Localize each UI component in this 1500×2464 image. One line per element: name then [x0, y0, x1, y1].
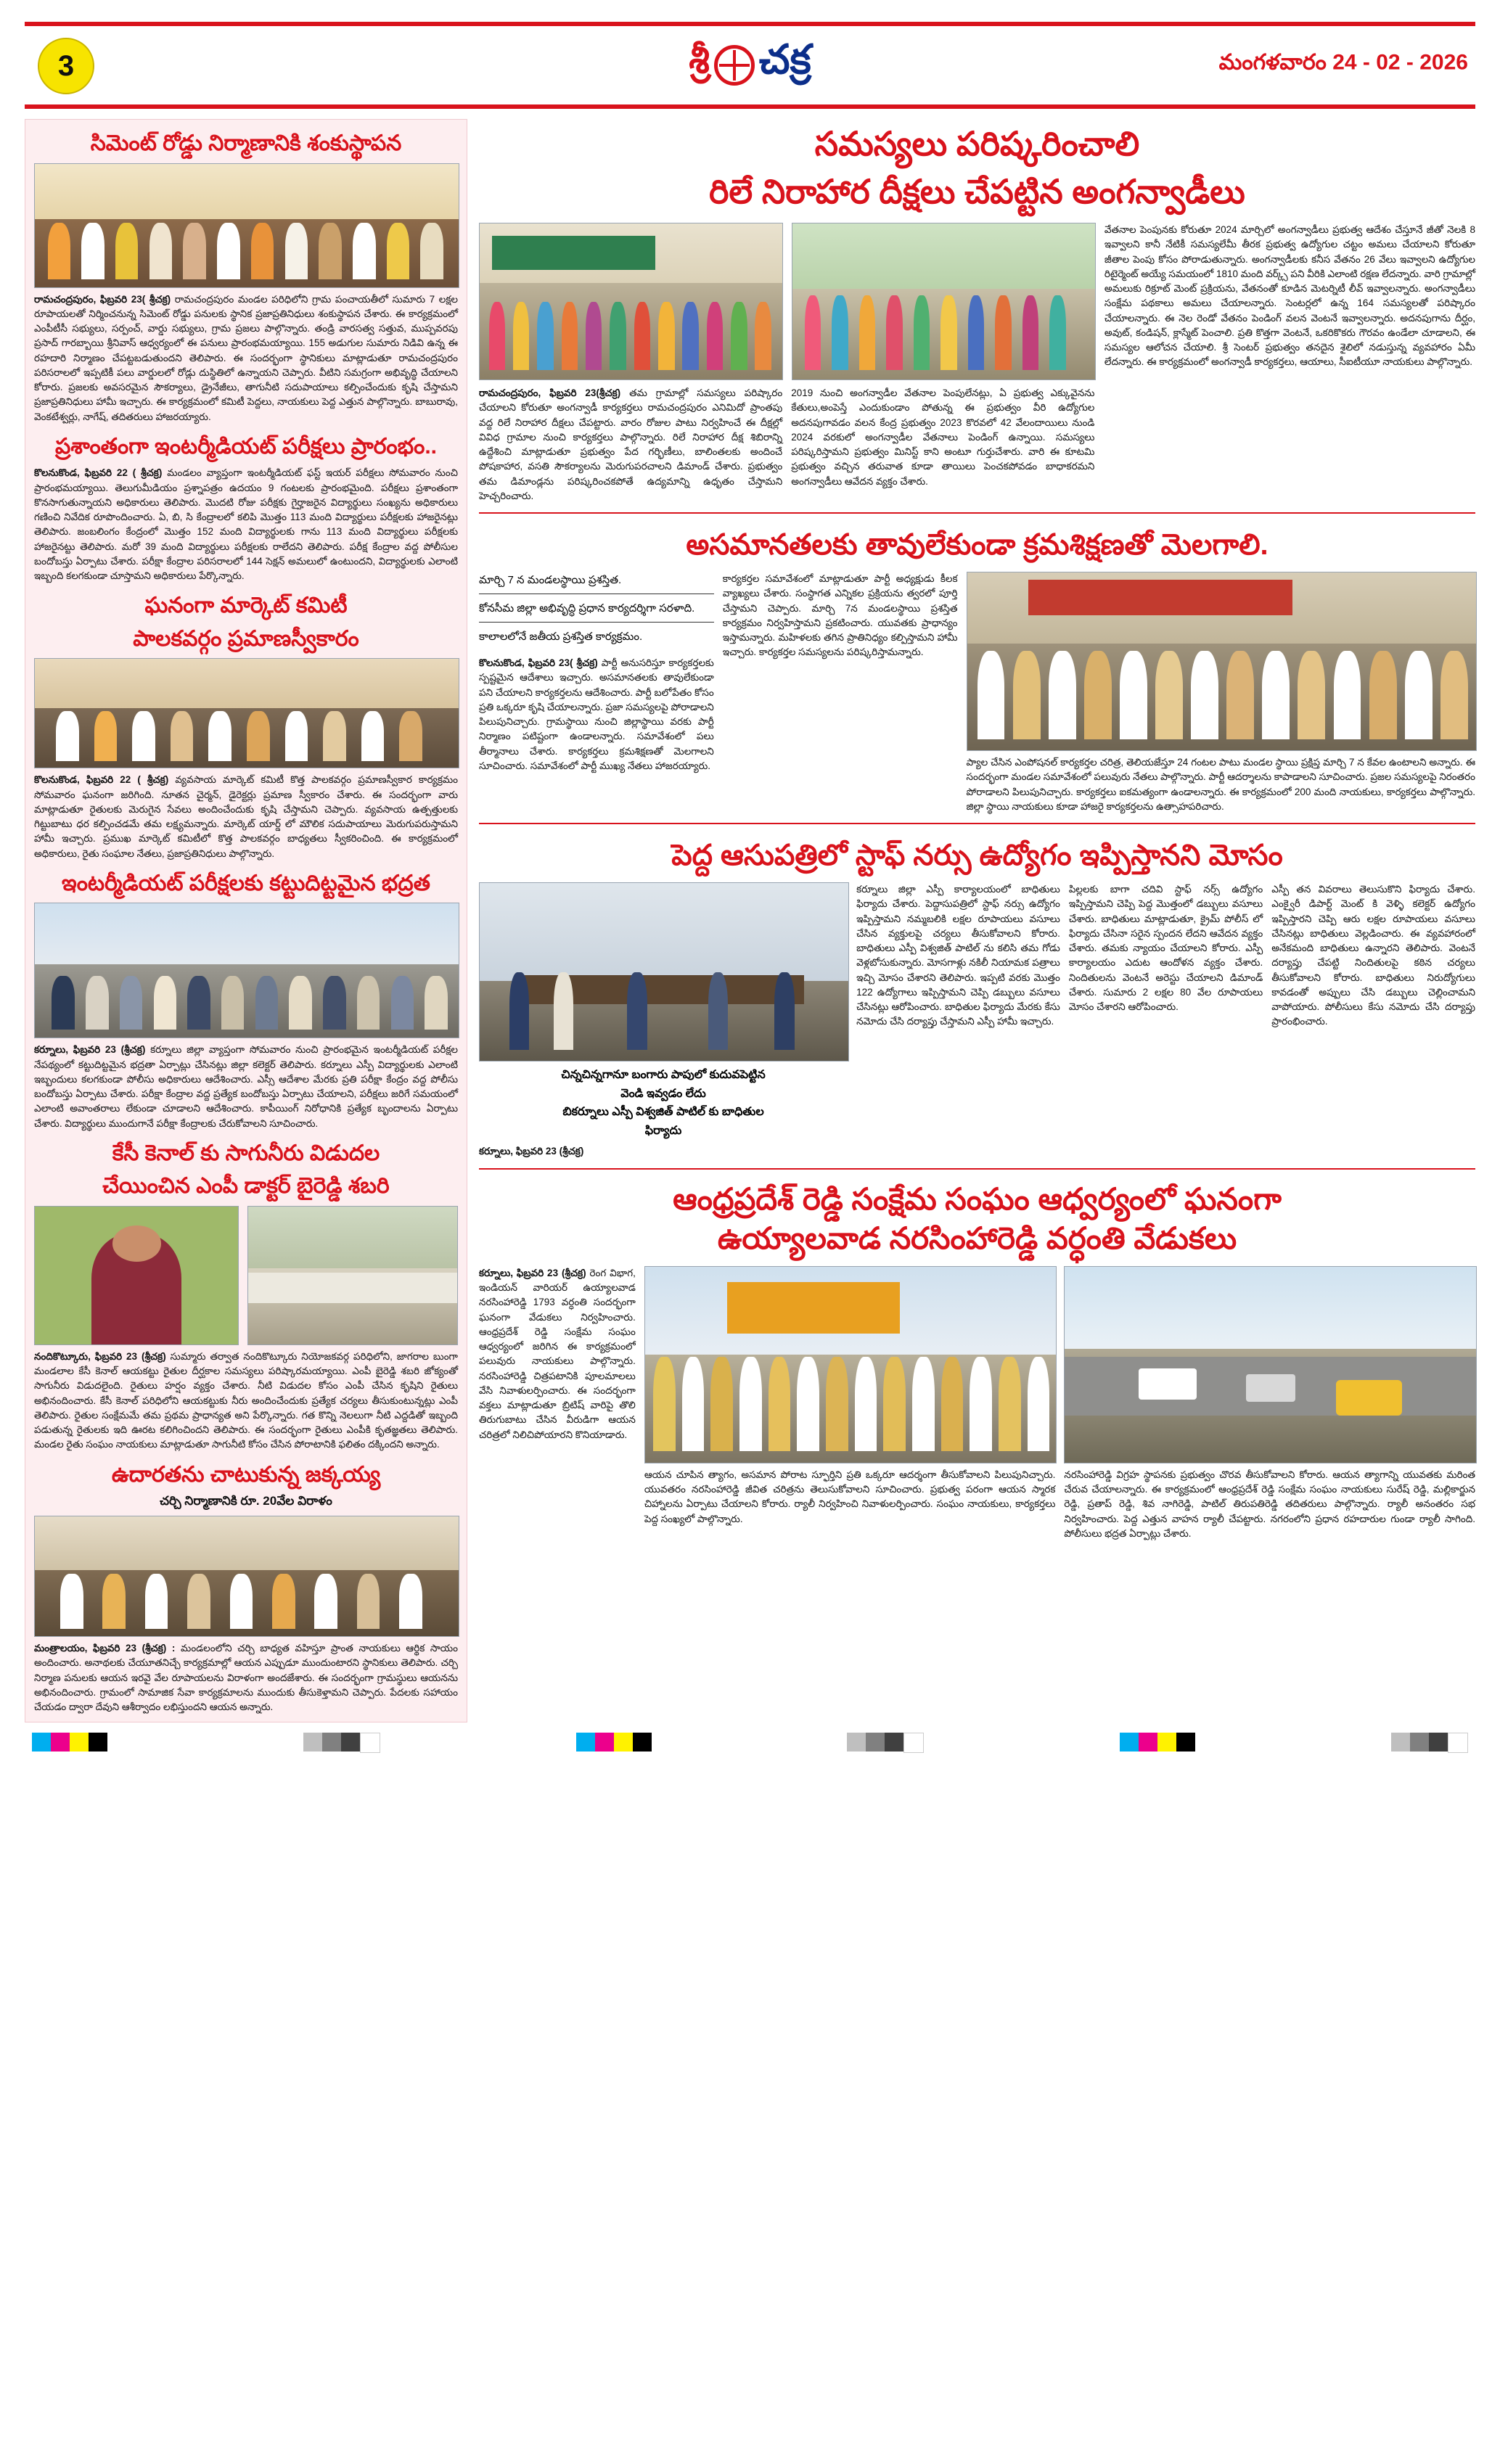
- story5-body: [34, 1350, 458, 1453]
- section2-row: [479, 572, 1475, 814]
- story4-dateline: కర్నూలు, ఫిబ్రవరి 23 (శ్రీచక్ర): [34, 1044, 146, 1056]
- left-subhead-6: చర్చి నిర్మాణానికి రూ. 20వేల విరాళం: [160, 1494, 332, 1508]
- section4-col1-text: రెంగ విభాగ, ఇండియన్ వారియర్ ఉయ్యాలవాడ నరసింహారెడ్డి 1793 వర్ధంతి సందర్భంగా ఘనంగా వేడుకలు నిర్వహించారు. ఆంధ్రప్రదేశ్ రెడ్డి సంక్షేమ సంఘం ఆధ్వర్యంలో జరిగిన ఈ కార్యక్రమంలో పలువురు నాయకులు పాల్గొన్నారు. నరసింహారెడ్డి చిత్రపటానికి పూలమాలలు వేసి నివాళులర్పించారు. ఈ సందర్భంగా వక్తలు మాట్లాడుతూ బ్రిటిష్ వారిపై తొలి తిరుగుబాటు చేసిన వీరుడిగా ఆయన చరిత్రలో నిలిచిపోయారని కొనియాడారు.: [479, 1267, 636, 1440]
- section2-col2: కార్యకర్తల సమావేశంలో మాట్లాడుతూ పార్టీ అధ్యక్షుడు కీలక వ్యాఖ్యలు చేశారు. సంస్థాగత ఎన్నికల ప్రక్రియను త్వరలో పూర్తి చేస్తామని చెప్పారు. మార్చి 7న మండలస్థాయి ప్రశస్తిత కార్యక్రమం నిర్వహిస్తామని ప్రకటించారు. యువతకు ప్రాధాన్యం ఇస్తామన్నారు. మహిళలకు తగిన ప్రాతినిధ్యం కల్పిస్తామని హామీ ఇచ్చారు. కార్యకర్తల సమస్యలను పరిష్కరిస్తామన్నారు.: [722, 573, 958, 658]
- chakra-wheel-icon: [714, 45, 755, 86]
- gray-group: [847, 1733, 924, 1753]
- story2-body: [34, 466, 458, 583]
- section4-headline-line1: ఆంధ్రప్రదేశ్ రెడ్డి సంక్షేమ సంఘం ఆధ్వర్యంలో ఘనంగా: [673, 1181, 1282, 1216]
- lead-headline-line2: రిలే నిరాహార దీక్షలు చేపట్టిన అంగన్వాడీలు: [709, 172, 1245, 210]
- story2-text: మండలం వ్యాప్తంగా ఇంటర్మీడియట్ ఫస్ట్ ఇయర్ పరీక్షలు సోమవారం నుంచి ప్రారంభమయ్యాయి. తెలుగుమీడియం ప్రశ్నాపత్రం ఉదయం 9 గంటలకు ప్రారంభమైంది. పరీక్షలు ప్రశాంతంగా కొనసాగుతున్నాయని అధికారులు తెలిపారు. మొదటి రోజు పరీక్షకు గైర్హాజరైన విద్యార్థులు సంఖ్యను అధికారులు గణించి నివేదిక రూపొందించారు. ఏ, బి, సి కేంద్రాలలో కలిపి మొత్తం 113 మంది విద్యార్థులు పరీక్షలకు హాజరైనట్లు తెలిపారు. జంబలింగం కేంద్రంలో మొత్తం 152 మంది విద్యార్థులకు గాను 113 మంది విద్యార్థులు పరీక్షలకు హాజరైనట్టు తెలిపారు. మరో 39 మంది విద్యార్థులు పరీక్షలకు రాలేదని తెలిపారు. పరీక్ష కేంద్రాల వద్ద పోలీసుల బందోబస్తు ఏర్పాటు చేశారు. పరీక్షా కేంద్రాల పరిసరాలలో 144 సెక్షన్ అమలులో ఉంటుందని, విద్యార్థులకు ఎలాంటి ఇబ్బంది కలగకుండా చూస్తామని అధికారులు పేర్కొన్నారు.: [34, 467, 458, 581]
- section-divider-3: [479, 1168, 1475, 1170]
- left-headline-2: ప్రశాంతంగా ఇంటర్మీడియట్ పరీక్షలు ప్రారంభం..: [54, 434, 438, 459]
- section2-bullet-3: కాలాలలోనే జతీయ ప్రశస్తిత కార్యక్రమం.: [479, 631, 643, 643]
- section3-caption-3: బికర్నూలు ఎస్పీ విశ్వజిత్ పాటిల్ కు బాధితుల: [562, 1106, 764, 1119]
- story5-dateline: నందికొట్కూరు, ఫిబ్రవరి 23 (శ్రీచక్ర): [34, 1350, 166, 1362]
- section4-row: [479, 1266, 1475, 1541]
- lead-photo-1: [479, 223, 783, 380]
- edition-date: మంగళవారం 24 - 02 - 2026: [1218, 50, 1468, 75]
- section2-photo: [967, 572, 1477, 751]
- section-divider-2: [479, 823, 1475, 824]
- story5-text: సుమ్మారు తర్వాత నందికొట్కూరు నియోజకవర్గ పరిధిలోని, జాగరాల బుంగా మండలాల కేసీ కెనాల్ ఆయకట్టు రైతుల దీర్ఘకాల సమస్యలు పరిష్కారమయ్యాయి. ఎంపీ బైరెడ్డి శబరి జోక్యంతో సాగునీరు విడుదలైంది. రైతులు హర్షం వ్యక్తం చేశారు. నీటి విడుదల కోసం ఎంపీ చేసిన కృషిని రైతులు అభినందించారు. కేసీ కెనాల్ పరిధిలోని ఆయకట్టుకు నీరు అందించేందుకు ప్రత్యేక చర్యలు తీసుకుంటున్నట్లు ఎంపీ తెలిపారు. రైతుల సంక్షేమమే తమ ప్రథమ ప్రాధాన్యత అని పేర్కొన్నారు. గత కొన్ని నెలలుగా నీటి ఎద్దడితో ఇబ్బంది పడుతున్న రైతులకు ఇది ఊరట కలిగించిందని తెలిపారు. ఈ సందర్భంగా రైతులు ఎంపీకి కృతజ్ఞతలు తెలిపారు. మండల రైతు సంఘం నాయకులు మాట్లాడుతూ సాగునీటి కోసం చేసిన పోరాటానికి ఫలితం దక్కిందని అన్నారు.: [34, 1350, 458, 1450]
- section2-col3: ప్యాల చేసిన ఎంపోషనల్ కార్యకర్తల చరిత్ర, తెలియజేస్తూ 24 గంటల పాటు మండల స్థాయి ప్రక్షిప్త మార్చి 7 న కేవల ఉంటాలని అన్నారు. ఈ సందర్భంగా మండల సమావేశంలో పలువురు నేతలు పాల్గొన్నారు. పార్టీ ఆదర్శాలను కాపాడాలని సూచించారు. ప్రజల సమస్యలపై నిరంతరం పోరాడాలని పిలుపునిచ్చారు. కార్యకర్తలు ఐకమత్యంగా ఉండాలన్నారు. ఈ కార్యక్రమంలో 200 మంది నాయకులు, కార్యకర్తలు పాల్గొన్నారు. జిల్లా స్థాయి నాయకులు కూడా హాజరై కార్యకర్తలను ఉత్సాహపరిచారు.: [966, 757, 1476, 812]
- section4-headline-line2: ఉయ్యాలవాడ నరసింహారెడ్డి వర్ధంతి వేడుకలు: [717, 1221, 1237, 1256]
- section4-photo-road: [1064, 1266, 1477, 1463]
- section4-col3: నరసింహారెడ్డి విగ్రహ స్థాపనకు ప్రభుత్వం చొరవ తీసుకోవాలని కోరారు. ఆయన త్యాగాన్ని యువతకు మరింత చేరువ చేయాలన్నారు. ఈ కార్యక్రమంలో ఆంధ్రప్రదేశ్ రెడ్డి సంక్షేమ సంఘం నాయకులు సురేష్ రెడ్డి, మల్లికార్జున రెడ్డి, ప్రతాప్ రెడ్డి, శివ నాగిరెడ్డి, పాటిల్ తిరుపతిరెడ్డి తదితరులు పాల్గొన్నారు. ర్యాలీ అనంతరం సభ నిర్వహించారు. పెద్ద ఎత్తున వాహన ర్యాలీ చేపట్టారు. నగరంలోని ప్రధాన రహదారుల గుండా ర్యాలీ సాగింది. పోలీసులు భద్రత ఏర్పాట్లు చేశారు.: [1064, 1469, 1475, 1539]
- section3-row: [479, 882, 1475, 1159]
- main-column: [479, 119, 1475, 1722]
- section3-caption-4: ఫిర్యాదు: [644, 1124, 682, 1137]
- color-registration-bars: [25, 1733, 1475, 1753]
- story1-body: [34, 292, 458, 424]
- section3-dateline: కర్నూలు, ఫిబ్రవరి 23 (శ్రీచక్ర): [479, 1146, 584, 1157]
- story1-dateline: రామచంద్రపురం, ఫిబ్రవరి 23( శ్రీచక్ర): [34, 293, 171, 305]
- section4-col1: [479, 1266, 636, 1442]
- section4-col2: ఆయన చూపిన త్యాగం, అసమాన పోరాట స్ఫూర్తిని ప్రతి ఒక్కరూ ఆదర్శంగా తీసుకోవాలని పిలుపునిచ్చారు. యువతరం నరసింహారెడ్డి జీవిత చరిత్రను తెలుసుకోవాలని సూచించారు. ప్రభుత్వ పరంగా ఆయన స్మారక చిహ్నాలను ఏర్పాటు చేయాలని కోరారు. ర్యాలీ నిర్వహించి నివాళులర్పించారు. సంఘం నాయకులు, కార్యకర్తలు పెద్ద సంఖ్యలో పాల్గొన్నారు.: [644, 1469, 1056, 1524]
- page-number-badge: 3: [38, 38, 94, 94]
- section2-headline: అసమానతలకు తావులేకుండా క్రమశిక్షణతో మెలగాలి.: [686, 529, 1269, 561]
- story5-photo-canal: [247, 1206, 458, 1345]
- publication-logo: [689, 37, 811, 94]
- logo-chakra-text: చక్ర: [758, 38, 811, 83]
- gray-group: [303, 1733, 380, 1753]
- story6-text: మండలంలోని చర్చి బాధ్యత వహిస్తూ ప్రాంత నాయకులు ఆర్థిక సాయం అందించారు. అనాథలకు చేయూతనిచ్చే కార్యక్రమాల్లో ఆయన ఎప్పుడూ ముందుంటారని స్థానికులు తెలిపారు. చర్చి నిర్మాణ పనులకు ఆయన ఇరవై వేల రూపాయలను విరాళంగా అందజేశారు. ఈ సందర్భంగా గ్రామస్థులు ఆయనను అభినందించారు. గ్రామంలో సామాజిక సేవా కార్యక్రమాలను ముందుకు తీసుకెళ్తామని చెప్పారు. పేదలకు సహాయం చేయడం ద్వారా దేవుని ఆశీర్వాదం లభిస్తుందని ఆయన అన్నారు.: [34, 1643, 458, 1712]
- cmyk-group: [576, 1733, 652, 1753]
- lead-headline-line1: సమస్యలు పరిష్కరించాలి: [814, 125, 1140, 163]
- lead-photo-2: [792, 223, 1096, 380]
- section2-col1-text: పార్టీ అనుసరిస్తూ కార్యకర్తలకు స్పష్టమైన ఆదేశాలు ఇచ్చారు. అసమానతలకు తావులేకుండా పని చేయాలని కార్యకర్తలను ఆదేశించారు. పార్టీ బలోపేతం కోసం ప్రతి ఒక్కరూ కృషి చేయాలన్నారు. ప్రజా సమస్యలపై పోరాడాలని పిలుపునిచ్చారు. గ్రామస్థాయి నుంచి జిల్లాస్థాయి వరకు పార్టీ నిర్మాణం పటిష్టంగా ఉండాలన్నారు. సమావేశంలో పలు తీర్మానాలు చేశారు. కార్యకర్తలు క్రమశిక్షణతో మెలగాలని సూచించారు. సమావేశంలో పార్టీ ముఖ్య నేతలు హాజరయ్యారు.: [479, 657, 714, 771]
- gray-group: [1391, 1733, 1468, 1753]
- story1-photo: [34, 163, 459, 288]
- section2-col1: [479, 656, 714, 773]
- left-headline-3a: ఘనంగా మార్కెట్ కమిటీ: [144, 594, 348, 618]
- cmyk-group: [1120, 1733, 1195, 1753]
- section3-caption-1: చిన్నచిన్నగానూ బంగారు పాపులో కుదువపెట్టిన: [561, 1069, 766, 1081]
- left-headline-1: సిమెంట్ రోడ్డు నిర్మాణానికి శంకుస్థాపన: [90, 131, 402, 155]
- section3-col1: కర్నూలు జిల్లా ఎస్పీ కార్యాలయంలో బాధితులు ఫిర్యాదు చేశారు. పెద్దాసుపత్రిలో స్టాఫ్ నర్సు ఉద్యోగం ఇప్పిస్తామని నమ్మబలికి లక్షల రూపాయలు వసూలు చేసిన వ్యక్తులపై చర్యలు తీసుకోవాలని కోరారు. బాధితులు ఎస్పీ విశ్వజిత్ పాటిల్ ను కలిసి తమ గోడు వెళ్లబోసుకున్నారు. మోసగాళ్లు నకిలీ నియామక పత్రాలు ఇచ్చి మోసం చేశారని తెలిపారు. ఇప్పటి వరకు మొత్తం 122 ఉద్యోగాలు ఇప్పిస్తామని చెప్పి డబ్బులు వసూలు చేసినట్లు ఆరోపించారు. బాధితుల ఫిర్యాదు మేరకు కేసు నమోదు చేసి దర్యాప్తు చేస్తామని ఎస్పీ హామీ ఇచ్చారు.: [856, 884, 1060, 1027]
- left-headline-5a: కేసీ కెనాల్ కు సాగునీరు విడుదల: [112, 1141, 380, 1165]
- lead-text-col2: 2019 నుంచి అంగన్వాడీల వేతనాల పెంపులేనట్లు, ఏ ప్రభుత్వ ఎక్కువైనను కేతులు,అంపెస్తే ఎందుకుండాం పోతున్న ఈ ప్రభుత్వం వీరి ఉద్యోగుల అదనపుగావడం వలన కేంద్ర ప్రభుత్వం 2023 కొరవలో 42 వేలందాయిలు నుండి 2024 వరకులో అంగన్వాడీల వేతనాలు పెండింగ్ ఉన్నాయి. సమస్యలు పరిష్కరిస్తామని ప్రభుత్వం మినిస్ట్ కాని అంటూ గుర్తుచేశారు. వారి ఈ కూటమి ప్రభుత్వం వచ్చిన తరువాత కూడా తాయిలు పెంచకపోవడం బాధాకరమని అంగన్వాడీలు ఆవేదన వ్యక్తం చేశారు.: [791, 387, 1095, 487]
- story2-dateline: కొలనుకొండ, ఫిబ్రవరి 22 ( శ్రీచక్ర): [34, 467, 163, 479]
- left-column: [25, 119, 467, 1722]
- left-headline-4: ఇంటర్మీడియట్ పరీక్షలకు కట్టుదిట్టమైన భద్రత: [62, 871, 430, 895]
- section3-col3: ఎస్పీ తన వివరాలు తెలుసుకొని ఫిర్యాదు చేశారు. ఎంక్వైరీ డిపార్ట్ మెంట్ కి వెళ్ళి కలెక్టర్ ఉద్యోగం ఇప్పిస్తారని చెప్పి ఆరు లక్షల రూపాయలు వసూలు చేసినట్లు బాధితులు వెల్లడించారు. ఈ వ్యవహారంలో అనేకమంది బాధితులు ఉన్నారని తెలిపారు. వెంటనే దర్యాప్తు చేపట్టి నిందితులపై కఠిన చర్యలు తీసుకోవాలని కోరారు. బాధితులు నిరుద్యోగులు కావడంతో అప్పులు చేసి డబ్బులు చెల్లించామని వాపోయారు. పోలీసులు కేసు నమోదు చేసి దర్యాప్తు ప్రారంభించారు.: [1271, 884, 1475, 1027]
- section3-photo: [479, 882, 849, 1061]
- lead-text-1: తమ గ్రామాల్లో సమస్యలు పరిష్కారం చేయాలని కోరుతూ అంగన్వాడీ కార్యకర్తలు రామచంద్రపురం ఎనిమిదో ప్రాంతపు వద్ద రిలే నిరాహార దీక్షలు చేపట్టారు. వారం రోజుల పాటు నిర్వహించే ఈ దీక్షల్లో వివిధ గ్రామాల నుంచి కార్యకర్తలు పాల్గొన్నారు. రిలే నిరాహార దీక్ష శిబిరాన్ని ఉద్దేశించి మాట్లాడుతూ ప్రభుత్వం పేద గర్భిణీలు, బాలింతలకు అందించే పోషకాహార, వసతి సౌకర్యాలను మెరుగుపరచాలని డిమాండ్ చేశారు. ప్రభుత్వం తమ డిమాండ్లను పరిష్కరించకపోతే ఉద్యమాన్ని ఉధృతం చేస్తామని హెచ్చరించారు.: [479, 387, 783, 501]
- story3-text: వ్యవసాయ మార్కెట్ కమిటీ కొత్త పాలకవర్గం ప్రమాణస్వీకార కార్యక్రమం సోమవారం ఘనంగా జరిగింది. నూతన చైర్మన్, డైరెక్టర్లు ప్రమాణ స్వీకారం చేశారు. ఈ సందర్భంగా వారు మాట్లాడుతూ రైతులకు మెరుగైన సేవలు అందించేందుకు కృషి చేస్తామని చెప్పారు. వ్యవసాయ ఉత్పత్తులకు గిట్టుబాటు ధర కల్పించడమే తమ లక్ష్యమన్నారు. మార్కెట్ యార్డ్ లో మౌలిక సదుపాయాలు మెరుగుపరుస్తామని హామీ ఇచ్చారు. ప్రముఖ మార్కెట్ కమిటీలో కొత్త పాలకవర్గం బాధ్యతలు స్వీకరించింది. ఈ కార్యక్రమంలో అధికారులు, రైతు సంఘాల నేతలు, ప్రజాప్రతినిధులు పాల్గొన్నారు.: [34, 774, 458, 859]
- story3-dateline: కొలనుకొండ, ఫిబ్రవరి 22 ( శ్రీచక్ర): [34, 774, 169, 786]
- story6-photo: [34, 1516, 459, 1637]
- lead-dateline: రామచంద్రపురం, ఫిబ్రవరి 23(శ్రీచక్ర): [479, 387, 621, 398]
- section2-bullet-2: కోనసీమ జిల్లా అభివృద్ధి ప్రధాన కార్యదర్శిగా సరళాది.: [479, 600, 714, 623]
- story4-photo: [34, 903, 459, 1038]
- story3-body: [34, 773, 458, 861]
- section-divider-1: [479, 512, 1475, 514]
- story4-body: [34, 1043, 458, 1131]
- logo-sri-text: శ్రీ: [689, 40, 710, 81]
- page-content: [25, 119, 1475, 1722]
- story5-photo-portrait: [34, 1206, 239, 1345]
- lead-text-col3: వేతనాల పెంపునకు కోరుతూ 2024 మార్చిలో అంగన్వాడీలు ప్రభుత్వ ఆదేశం చేస్తూనే జీతో నెలకి 8 ఇవ్వాలని కానీ నేటికీ సమస్యలేమీ తీరక ప్రభుత్వ ఉద్యోగుల చట్టం అమలు చేయాలని కోరుతూ జీతాల పెంపు కోసం పోరాడుతున్నారు. అంగన్వాడీలకు కనీస వేతనం 26 వేలు ఇవ్వాలని ఉద్యోగుల రిటైర్మెంట్ అయ్యే సమయంలో 1810 మంది వర్క్స్ పని వీరికి ఎలాంటి రక్షణ లేదన్నారు. వారి గ్రామాల్లో అమలుకు రిక్రూట్ మెంట్ ప్రక్రియను, వేతనంతో కూడిన మెటర్నిటీ లీవ్ ఇవ్వాలన్నారు. అంగన్వాడీలు సంక్షేమ పథకాలు అమలు చేయాలన్నారు. సెంటర్లలో ఉన్న 164 సమస్యలతో పరిష్కారం చేయాలన్నారు. ఈ నెల రెండో వేతనం పెండింగ్ వలన వెంటనే ఇవ్వాలన్నారు. అదనపుగాను దీర్ఘం, అవుట్, కండిషన్, క్లాస్మేట్ పెంచాలి. ప్రతి కొత్తగా వెంటనే, ఒకరికొకరు గౌరవం ఉండేలా చూడాలని, ఈ సమస్యల ఆలోచన చేయాలి. శ్రీ సెంటర్ ప్రభుత్వం తనదైన శైలిలో నడుస్తున్న వ్యవహారం ఏమీ లేదన్నారు. ఈ కార్యక్రమంలో అంగన్వాడీ కార్యకర్తలు, ఆయాలు, సీఐటీయూ నాయకులు పాల్గొన్నారు.: [1104, 224, 1475, 368]
- lead-text-col1: [479, 386, 782, 504]
- story6-body: [34, 1641, 458, 1714]
- story3-photo: [34, 658, 459, 768]
- left-headline-6: ఉదారతను చాటుకున్న జక్కయ్య: [111, 1462, 381, 1487]
- section4-photo-rally: [644, 1266, 1057, 1463]
- section3-col2: పిల్లలకు బాగా చదివి స్టాఫ్ నర్స్ ఉద్యోగం ఇప్పిస్తామని చెప్పి పెద్ద మొత్తంలో డబ్బులు వసూలు చేశారు. బాధితులు మాట్లాడుతూ, క్రైమ్ పోలీస్ లో ఫిర్యాదు చేసినా సరైన స్పందన లేదని ఆవేదన వ్యక్తం చేశారు. తమకు న్యాయం చేయాలని కోరారు. ఎస్పీ కార్యాలయం ఎదుట ఆందోళన వ్యక్తం చేశారు. నిందితులను వెంటనే అరెస్టు చేయాలని డిమాండ్ చేశారు. సుమారు 2 లక్షల 80 వేల రూపాయలు మోసం చేశారని ఆరోపించారు.: [1068, 884, 1263, 1012]
- left-headline-5b: చేయించిన ఎంపీ డాక్టర్ బైరెడ్డి శబరి: [102, 1174, 390, 1199]
- section4-dateline: కర్నూలు, ఫిబ్రవరి 23 (శ్రీచక్ర): [479, 1267, 586, 1278]
- cmyk-group: [32, 1733, 107, 1753]
- story4-text: కర్నూలు జిల్లా వ్యాప్తంగా సోమవారం నుంచి ప్రారంభమైన ఇంటర్మీడియట్ పరీక్షల నేపథ్యంలో కట్టుదిట్టమైన భద్రతా ఏర్పాట్లు చేసినట్లు జిల్లా కలెక్టర్ తెలిపారు. కర్నూలు ఎస్పీ విద్యార్థులకు ఎలాంటి ఇబ్బందులు కలగకుండా పోలీసు అధికారులు ఆదేశించారు. ఎస్సీ ఆదేశాల మేరకు ప్రతి పరీక్షా కేంద్రం వద్ద పోలీసు బందోబస్తు ఏర్పాటు చేశారు. పరీక్షా కేంద్రాల వద్ద ప్రత్యేక బందోబస్తు ఏర్పాటు చేయాలని, పరీక్షలు జరిగే సమయంలో ఎలాంటి అవాంతరాలు లేకుండా చూడాలని ఆదేశించారు. కాపీయింగ్ నిరోధానికి ప్రత్యేక బృందాలను ఏర్పాటు చేశారు. విద్యార్థులు ముందుగానే పరీక్షా కేంద్రాలకు చేరుకోవాలని సూచించారు.: [34, 1044, 458, 1129]
- section3-headline: పెద్ద ఆసుపత్రిలో స్టాఫ్ నర్సు ఉద్యోగం ఇప్పిస్తానని మోసం: [671, 839, 1283, 871]
- lead-photo-row: [479, 223, 1475, 380]
- story6-dateline: మంత్రాలయం, ఫిబ్రవరి 23 (శ్రీచక్ర) :: [34, 1643, 176, 1654]
- section2-bullet-1: మార్చి 7 న మండలస్థాయి ప్రశస్తిత.: [479, 572, 714, 594]
- masthead: [25, 22, 1475, 109]
- section2-dateline: కొలనుకొండ, ఫిబ్రవరి 23( శ్రీచక్ర): [479, 657, 598, 668]
- section3-caption-2: వెండి ఇవ్వడం లేదు: [620, 1087, 706, 1100]
- story1-text: రామచంద్రపురం మండల పరిధిలోని గ్రామ పంచాయతీలో సుమారు 7 లక్షల రూపాయలతో నిర్మించనున్న సిమెంట్ రోడ్డు పనులకు స్థానిక ప్రజాప్రతినిధులు శంకుస్థాపన చేశారు. ఈ కార్యక్రమంలో ఎంపీటీసీ సభ్యులు, సర్పంచ్, వార్డు సభ్యులు, గ్రామ ప్రజలు పాల్గొన్నారు. తండ్రి వారసత్వ సత్తువ, ముప్పవరపు ప్రసాద్ గారబ్బాయి శ్రీనివాస్ ఆధ్వర్యంలో ఈ పనులు ప్రారంభమయ్యాయి. 155 అడుగుల సుమారు నిడివి ఉన్న ఈ రహదారి నిర్మాణం చేపట్టబడుతుందని తెలిపారు. ఈ సందర్భంగా స్థానికులు మాట్లాడుతూ రామచంద్రపురం పరిసరాలలో ఇప్పటికీ పలు వార్డులలో రోడ్లు దుస్థితిలో ఉన్నాయని చెప్పారు. వీటిని సమగ్రంగా అభివృద్ధి చేయాలని కోరారు. ప్రజలకు అవసరమైన సౌకర్యాలు, డ్రైనేజీలు, తాగునీటి సదుపాయాలు కల్పించేందుకు కృషి చేస్తామని ప్రజాప్రతినిధులు హామీ ఇచ్చారు. ఈ కార్యక్రమంలో కమిటీ పెద్దలు, నాయకులు పెద్ద ఎత్తున పాల్గొన్నారు. బాబురావు, వెంకటేశ్వర్లు, నాగేష్, తదితరులు హాజరయ్యారు.: [34, 293, 458, 422]
- left-headline-3b: పాలకవర్గం ప్రమాణస్వీకారం: [133, 626, 359, 651]
